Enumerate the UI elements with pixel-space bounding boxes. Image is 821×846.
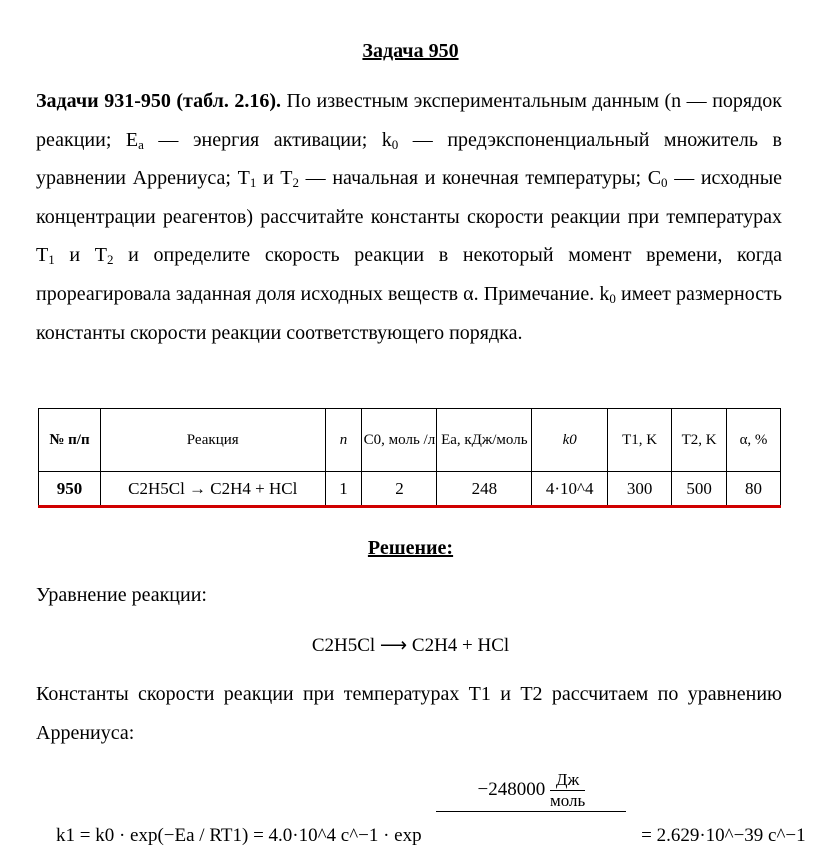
text: и определите скорость реакции в некоторый момент времени, когда прореагировала заданная доля исходных веществ α. Примечание. k xyxy=(36,244,783,305)
unit-num: Дж xyxy=(550,770,585,791)
header-cell: T2, K xyxy=(672,409,727,472)
header-cell: T1, K xyxy=(608,409,672,472)
header-cell: n xyxy=(325,409,362,472)
header-cell: Ea, кДж/моль xyxy=(437,409,532,472)
cell: 248 xyxy=(437,472,532,506)
red-underline xyxy=(38,505,781,508)
sub: 2 xyxy=(292,175,300,191)
solution-heading: Решение: xyxy=(367,537,454,559)
sub: 1 xyxy=(249,175,257,191)
cell: 1 xyxy=(325,472,362,506)
problem-ref: Задачи 931-950 (табл. 2.16). xyxy=(36,90,282,112)
equation-label: Уравнение реакции: xyxy=(36,584,207,606)
formula-lhs: k1 = k0 · exp(−Ea / RT1) xyxy=(56,824,249,846)
formula-result: = 2.629·10^−39 с^−1 xyxy=(641,824,806,846)
problem-statement xyxy=(36,82,782,352)
table-row xyxy=(39,472,781,506)
cell: 300 xyxy=(608,472,672,506)
header-cell: Реакция xyxy=(100,409,325,472)
cell: 950 xyxy=(39,472,101,506)
arrhenius-text: Константы скорости реакции при температурах T1 и T2 рассчитаем по уравнению Аррениуса: xyxy=(36,683,782,744)
sub: a xyxy=(138,136,144,152)
header-cell: k0 xyxy=(532,409,608,472)
fraction xyxy=(436,770,626,812)
table-header-row xyxy=(39,409,781,472)
text: имеет размерность константы скорости реакции соответствующего порядка. xyxy=(36,282,782,344)
text: — начальная и конечная температуры; C xyxy=(299,167,662,190)
formula-mid: = 4.0·10^4 с^−1 · exp xyxy=(253,824,422,846)
cell: 2 xyxy=(362,472,437,506)
data-table xyxy=(38,408,781,506)
reaction-equation: C2H5Cl ⟶ C2H4 + HCl xyxy=(311,635,510,656)
text: — исходные концентрации реагентов) рассчитайте константы скорости реакции при температурах T xyxy=(36,167,783,267)
text: По известным экспериментальным данным (n — порядок реакции; E xyxy=(36,90,782,151)
header-cell: C0, моль /л xyxy=(362,409,437,472)
header-cell: α, % xyxy=(727,409,781,472)
sub: 0 xyxy=(391,136,399,152)
cell: C2H5Cl → C2H4 + HCl xyxy=(100,472,325,506)
page-title: Задача 950 xyxy=(362,40,459,62)
unit-den: моль xyxy=(549,791,586,810)
cell: 80 xyxy=(727,472,781,506)
text: и T xyxy=(256,167,293,190)
sub: 0 xyxy=(609,290,616,306)
text: — предэкспоненциальный множитель в уравнении Аррениуса; T xyxy=(36,128,782,190)
sub: 2 xyxy=(106,252,114,268)
numerator: −248000 xyxy=(477,778,546,800)
text: и T xyxy=(54,244,107,267)
sub: 1 xyxy=(48,252,55,268)
cell: 4·10^4 xyxy=(532,472,608,506)
text: — энергия активации; k xyxy=(143,128,392,151)
cell: 500 xyxy=(672,472,727,506)
header-cell: № п/п xyxy=(39,409,101,472)
sub: 0 xyxy=(661,175,668,191)
arrhenius-formula xyxy=(56,770,806,846)
